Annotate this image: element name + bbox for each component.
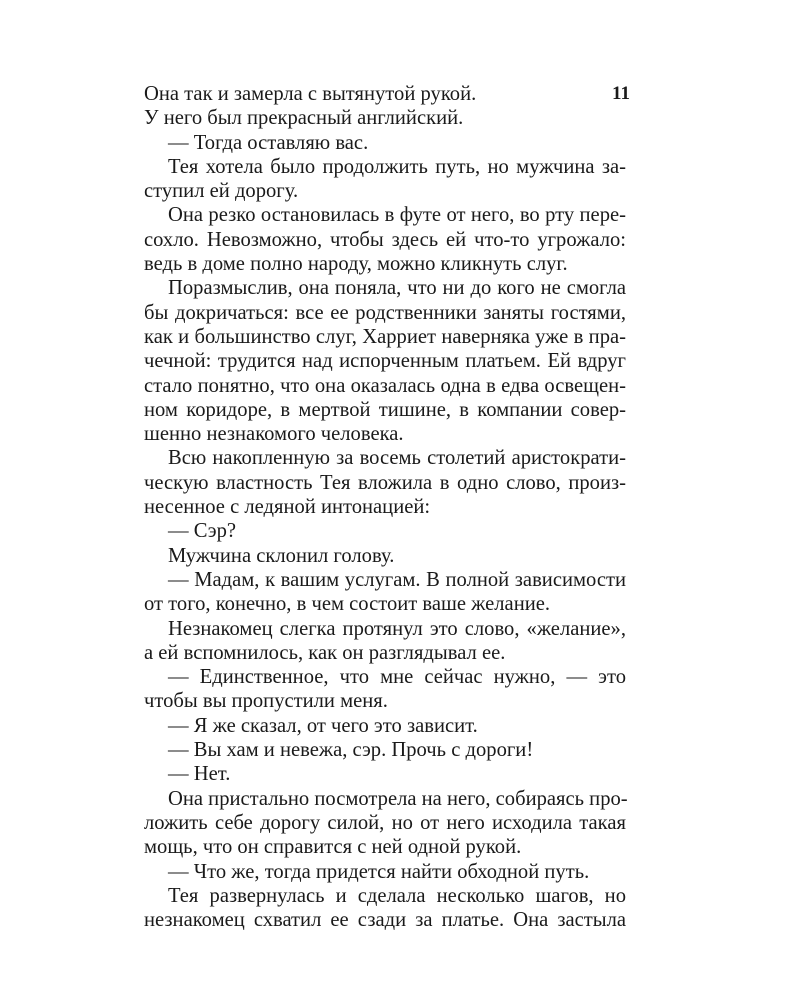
text-line: бы докричаться: все ее родственники заняты гостями,	[144, 301, 626, 324]
text-line: Всю накопленную за восемь столетий аристократи-	[168, 447, 626, 470]
body-text	[144, 82, 626, 932]
text-line: а ей вспомнилось, как он разглядывал ее.	[144, 641, 506, 664]
text-line: мощь, что он справится с ней одной рукой.	[144, 836, 522, 859]
text-line: — Мадам, к вашим услугам. В полной зависимости	[168, 568, 626, 591]
page-number: 11	[612, 83, 630, 104]
text-line: Она резко остановилась в футе от него, во рту пере-	[168, 204, 626, 227]
text-line: ложить себе дорогу силой, но от него исходила такая	[144, 811, 626, 834]
text-line: шенно незнакомого человека.	[144, 423, 404, 446]
text-line: Тея развернулась и сделала несколько шагов, но	[168, 884, 626, 907]
text-line: Она пристально посмотрела на него, собираясь про-	[168, 787, 628, 810]
text-line: Поразмыслив, она поняла, что ни до кого не смогла	[168, 277, 626, 300]
text-line: — Нет.	[168, 763, 231, 786]
text-line: от того, конечно, в чем состоит ваше желание.	[144, 593, 551, 616]
text-line: Незнакомец слегка протянул это слово, «желание»,	[168, 617, 626, 640]
text-line: чечной: трудится над испорченным платьем. Ей вдруг	[144, 350, 626, 373]
text-line: Тея хотела было продолжить путь, но мужчина за-	[168, 155, 626, 178]
text-line: — Тогда оставляю вас.	[168, 131, 369, 154]
text-line: — Что же, тогда придется найти обходной путь.	[168, 860, 590, 883]
text-line: ном коридоре, в мертвой тишине, в компании совер-	[144, 398, 626, 421]
text-line: ческую властность Тея вложила в одно слово, произ-	[144, 471, 626, 494]
text-line: чтобы вы пропустили меня.	[144, 690, 388, 713]
text-line: Она так и замерла с вытянутой рукой.	[144, 83, 477, 105]
text-line: — Сэр?	[168, 520, 237, 543]
text-line: — Вы хам и невежа, сэр. Прочь с дороги!	[168, 739, 534, 762]
text-line: незнакомец схватил ее сзади за платье. Она застыла	[144, 909, 626, 932]
text-line: — Единственное, что мне сейчас нужно, — это	[168, 666, 626, 689]
text-line: несенное с ледяной интонацией:	[144, 496, 431, 519]
text-line: Мужчина склонил голову.	[168, 544, 395, 567]
text-line: стало понятно, что она оказалась одна в едва освещен-	[144, 374, 626, 397]
text-line: — Я же сказал, от чего это зависит.	[168, 714, 478, 737]
text-line: ведь в доме полно народу, можно кликнуть слуг.	[144, 253, 568, 276]
text-line: ступил ей дорогу.	[144, 180, 299, 203]
text-line: У него был прекрасный английский.	[144, 107, 464, 130]
text-line: сохло. Невозможно, чтобы здесь ей что-то угрожало:	[144, 228, 626, 251]
text-line: как и большинство слуг, Харриет наверняка уже в пра-	[144, 325, 626, 348]
